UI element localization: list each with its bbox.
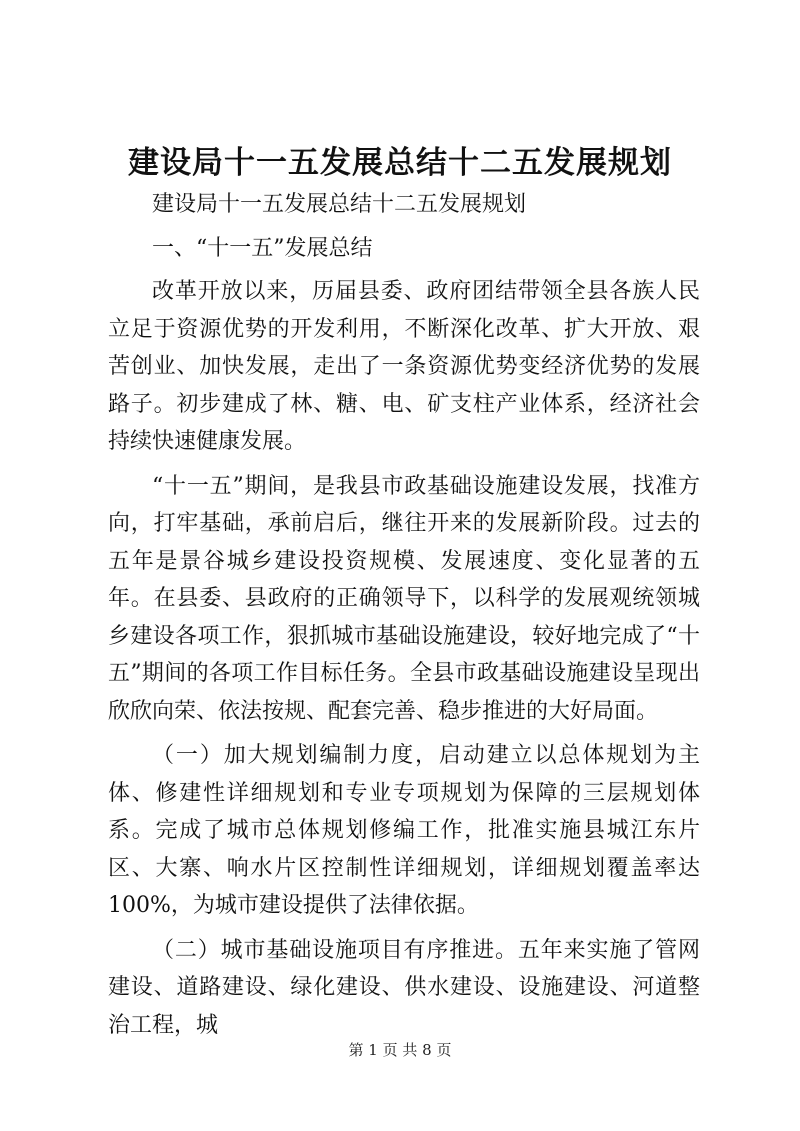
document-title: 建设局十一五发展总结十二五发展规划 xyxy=(128,145,672,181)
paragraph-2: “十一五”期间，是我县市政基础设施建设发展，找准方向，打牢基础，承前启后，继往开来的发展新阶段。过去的五年是景谷城乡建设投资规模、发展速度、变化显著的五年。在县委、县政府的正确领导下，以科学的发展观统领城乡建设各项工作，狠抓城市基础设施建设，较好地完成了“十五”期间的各项工作目标任务。全县市政基础设施建设呈现出欣欣向荣、依法按规、配套完善、稳步推进的大好局面。 xyxy=(108,473,700,724)
section-heading: 一、“十一五”发展总结 xyxy=(152,235,373,261)
document-subtitle: 建设局十一五发展总结十二五发展规划 xyxy=(152,192,527,217)
paragraph-4: （二）城市基础设施项目有序推进。五年来实施了管网建设、道路建设、绿化建设、供水建设、设施建设、河道整治工程，城 xyxy=(108,937,700,1038)
paragraph-3: （一）加大规划编制力度，启动建立以总体规划为主体、修建性详细规划和专业专项规划为保障的三层规划体系。完成了城市总体规划修编工作，批准实施县城江东片区、大寨、响水片区控制性详细规划，详细规划覆盖率达100%，为城市建设提供了法律依据。 xyxy=(108,743,700,918)
paragraph-1: 改革开放以来，历届县委、政府团结带领全县各族人民立足于资源优势的开发利用，不断深化改革、扩大开放、艰苦创业、加快发展，走出了一条资源优势变经济优势的发展路子。初步建成了林、糖、电、矿支柱产业体系，经济社会持续快速健康发展。 xyxy=(108,279,700,454)
page-number-footer: 第 1 页 共 8 页 xyxy=(348,1041,452,1059)
document-body xyxy=(108,186,700,1044)
